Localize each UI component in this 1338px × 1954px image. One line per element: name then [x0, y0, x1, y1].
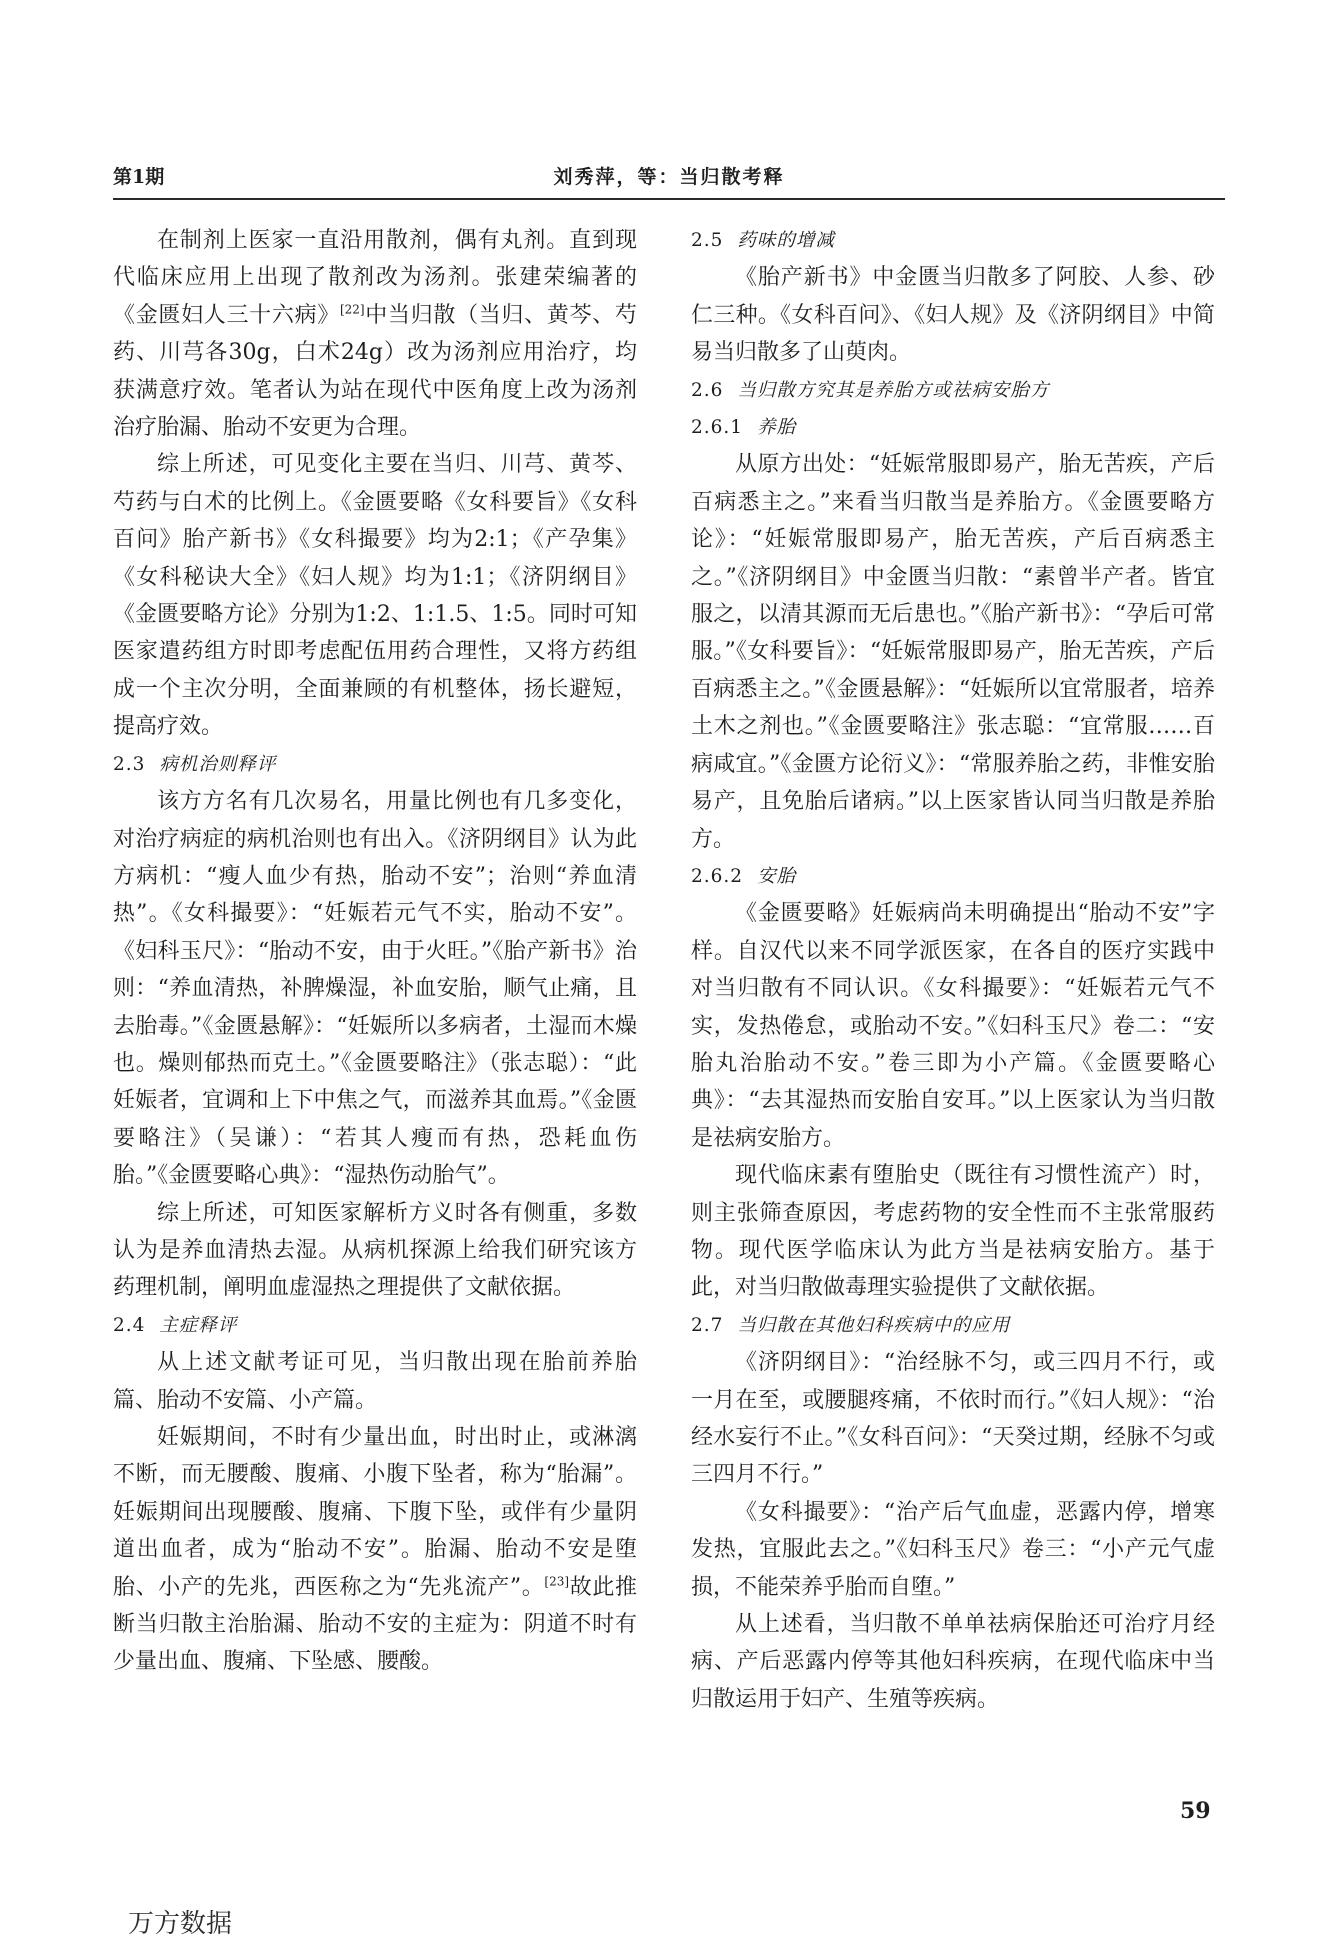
section-number: 2.7 — [691, 1314, 724, 1336]
paragraph — [691, 1157, 1215, 1307]
paragraph — [113, 446, 637, 745]
section-title: 主症释评 — [159, 1314, 238, 1336]
section-title: 当归散在其他妇科疾病中的应用 — [737, 1314, 1011, 1336]
section-heading — [691, 372, 1215, 409]
section-number: 2.4 — [113, 1314, 146, 1336]
paragraph — [113, 783, 637, 1194]
paragraph — [691, 895, 1215, 1157]
watermark: 万方数据 — [128, 1909, 233, 1939]
paragraph-text: 中当归散（当归、黄芩、芍药、川芎各30g，白术24g）改为汤剂应用治疗，均获满意疗效。笔者认为站在现代中医角度上改为汤剂治疗胎漏、胎动不安更为合理。 — [113, 302, 637, 441]
section-title: 病机治则释评 — [159, 753, 277, 775]
paragraph-text: 《济阴纲目》：“治经脉不匀，或三四月不行，或一月在至，或腰腿疼痛，不依时而行。”《妇人规》：“治经水妄行不止。”《女科百问》：“天癸过期，经脉不匀或三四月不行。” — [691, 1350, 1215, 1488]
citation-ref: [23] — [544, 1574, 570, 1589]
section-number: 2.6.1 — [691, 417, 744, 439]
paragraph — [691, 1344, 1215, 1494]
paragraph-text: 故此推断当归散主治胎漏、胎动不安的主症为：阴道不时有少量出血、腹痛、下坠感、腰酸。 — [113, 1574, 637, 1675]
paragraph — [113, 1419, 637, 1681]
section-number: 2.5 — [691, 230, 724, 251]
section-heading — [691, 1307, 1215, 1344]
issue-label: 第1期 — [113, 166, 165, 188]
paragraph-text: 从上述文献考证可见，当归散出现在胎前养胎篇、胎动不安篇、小产篇。 — [113, 1350, 637, 1413]
section-title: 当归散方究其是养胎方或祛病安胎方 — [737, 379, 1050, 401]
paragraph-text: 妊娠期间，不时有少量出血，时出时止，或淋漓不断，而无腰酸、腹痛、小腹下坠者，称为“胎漏”。妊娠期间出现腰酸、腹痛、下腹下坠，或伴有少量阴道出血者，成为“胎动不安”。胎漏、胎动不安是堕胎、小产的先兆，西医称之为“先兆流产”。 — [113, 1425, 637, 1600]
paragraph — [691, 1494, 1215, 1606]
paragraph — [691, 259, 1215, 371]
page-number: 59 — [1180, 1798, 1211, 1824]
running-header — [113, 162, 1225, 194]
section-number: 2.3 — [113, 753, 146, 775]
paragraph — [113, 222, 637, 446]
paragraph-text: 现代临床素有堕胎史（既往有习惯性流产）时，则主张筛查原因，考虑药物的安全性而不主张常服药物。现代医学临床认为此方当是祛病安胎方。基于此，对当归散做毒理实验提供了文献依据。 — [691, 1163, 1215, 1301]
section-title: 药味的增减 — [737, 230, 835, 251]
section-heading — [113, 746, 637, 783]
paragraph — [691, 1606, 1215, 1718]
section-title: 养胎 — [757, 417, 797, 439]
paragraph — [691, 446, 1215, 857]
paragraph-text: 《金匮要略》妊娠病尚未明确提出“胎动不安”字样。自汉代以来不同学派医家，在各自的医疗实践中对当归散有不同认识。《女科撮要》：“妊娠若元气不实，发热倦怠，或胎动不安。”《妇科玉尺》卷二：“安胎丸治胎动不安。”卷三即为小产篇。《金匮要略心典》：“去其湿热而安胎自安耳。”以上医家认为当归散是祛病安胎方。 — [691, 901, 1215, 1151]
paragraph — [113, 1344, 637, 1419]
section-number: 2.6 — [691, 379, 724, 401]
paragraph-text: 该方方名有几次易名，用量比例也有几多变化，对治疗病症的病机治则也有出入。《济阴纲目》认为此方病机：“瘦人血少有热，胎动不安”；治则“养血清热”。《女科撮要》：“妊娠若元气不实，胎动不安”。《妇科玉尺》：“胎动不安，由于火旺。”《胎产新书》治则：“养血清热，补脾燥湿，补血安胎，顺气止痛，且去胎毒。”《金匮悬解》：“妊娠所以多病者，土湿而木燥也。燥则郁热而克土。”《金匮要略注》（张志聪）：“此妊娠者，宜调和上下中焦之气，而滋养其血焉。”《金匮要略注》（吴谦）：“若其人瘦而有热，恐耗血伤胎。”《金匮要略心典》：“湿热伤动胎气”。 — [113, 789, 637, 1189]
section-heading — [113, 1307, 637, 1344]
section-number: 2.6.2 — [691, 865, 744, 887]
section-heading — [691, 858, 1215, 895]
paragraph-text: 从上述看，当归散不单单祛病保胎还可治疗月经病、产后恶露内停等其他妇科疾病，在现代临床中当归散运用于妇产、生殖等疾病。 — [691, 1612, 1215, 1712]
running-title: 刘秀萍，等：当归散考释 — [553, 166, 785, 188]
paragraph-text: 从原方出处：“妊娠常服即易产，胎无苦疾，产后百病悉主之。”来看当归散当是养胎方。《金匮要略方论》：“妊娠常服即易产，胎无苦疾，产后百病悉主之。”《济阴纲目》中金匮当归散：“素曾半产者。皆宜服之，以清其源而无后患也。”《胎产新书》：“孕后可常服。”《女科要旨》：“妊娠常服即易产，胎无苦疾，产后百病悉主之。”《金匮悬解》：“妊娠所以宜常服者，培养土木之剂也。”《金匮要略注》张志聪：“宜常服……百病咸宜。”《金匮方论衍义》：“常服养胎之药，非惟安胎易产，且免胎后诸病。”以上医家皆认同当归散是养胎方。 — [691, 452, 1215, 852]
section-heading — [691, 409, 1215, 446]
citation-ref: [22] — [339, 302, 365, 317]
paragraph-text: 综上所述，可见变化主要在当归、川芎、黄芩、芍药与白术的比例上。《金匮要略《女科要旨》《女科百问》胎产新书》《女科撮要》均为2:1；《产孕集》《女科秘诀大全》《妇人规》均为1:1；《济阴纲目》《金匮要略方论》分别为1:2、1:1.5、1:5。同时可知医家遣药组方时即考虑配伍用药合理性，又将方药组成一个主次分明，全面兼顾的有机整体，扬长避短，提高疗效。 — [113, 452, 637, 740]
section-heading — [691, 222, 1215, 259]
paragraph — [113, 1195, 637, 1307]
left-column — [113, 222, 637, 1681]
paragraph-text: 《胎产新书》中金匮当归散多了阿胶、人参、砂仁三种。《女科百问》、《妇人规》及《济阴纲目》中简易当归散多了山萸肉。 — [691, 265, 1215, 366]
section-title: 安胎 — [757, 865, 797, 887]
paragraph-text: 《女科撮要》：“治产后气血虚，恶露内停，增寒发热，宜服此去之。”《妇科玉尺》卷三：“小产元气虚损，不能荣养乎胎而自堕。” — [691, 1499, 1215, 1600]
right-column — [691, 222, 1215, 1718]
paragraph-text: 综上所述，可知医家解析方义时各有侧重，多数认为是养血清热去湿。从病机探源上给我们研究该方药理机制，阐明血虚湿热之理提供了文献依据。 — [113, 1200, 637, 1301]
header-rule — [113, 198, 1225, 200]
paragraph-text: 在制剂上医家一直沿用散剂，偶有丸剂。直到现代临床应用上出现了散剂改为汤剂。张建荣编著的《金匮妇人三十六病》 — [113, 228, 637, 328]
